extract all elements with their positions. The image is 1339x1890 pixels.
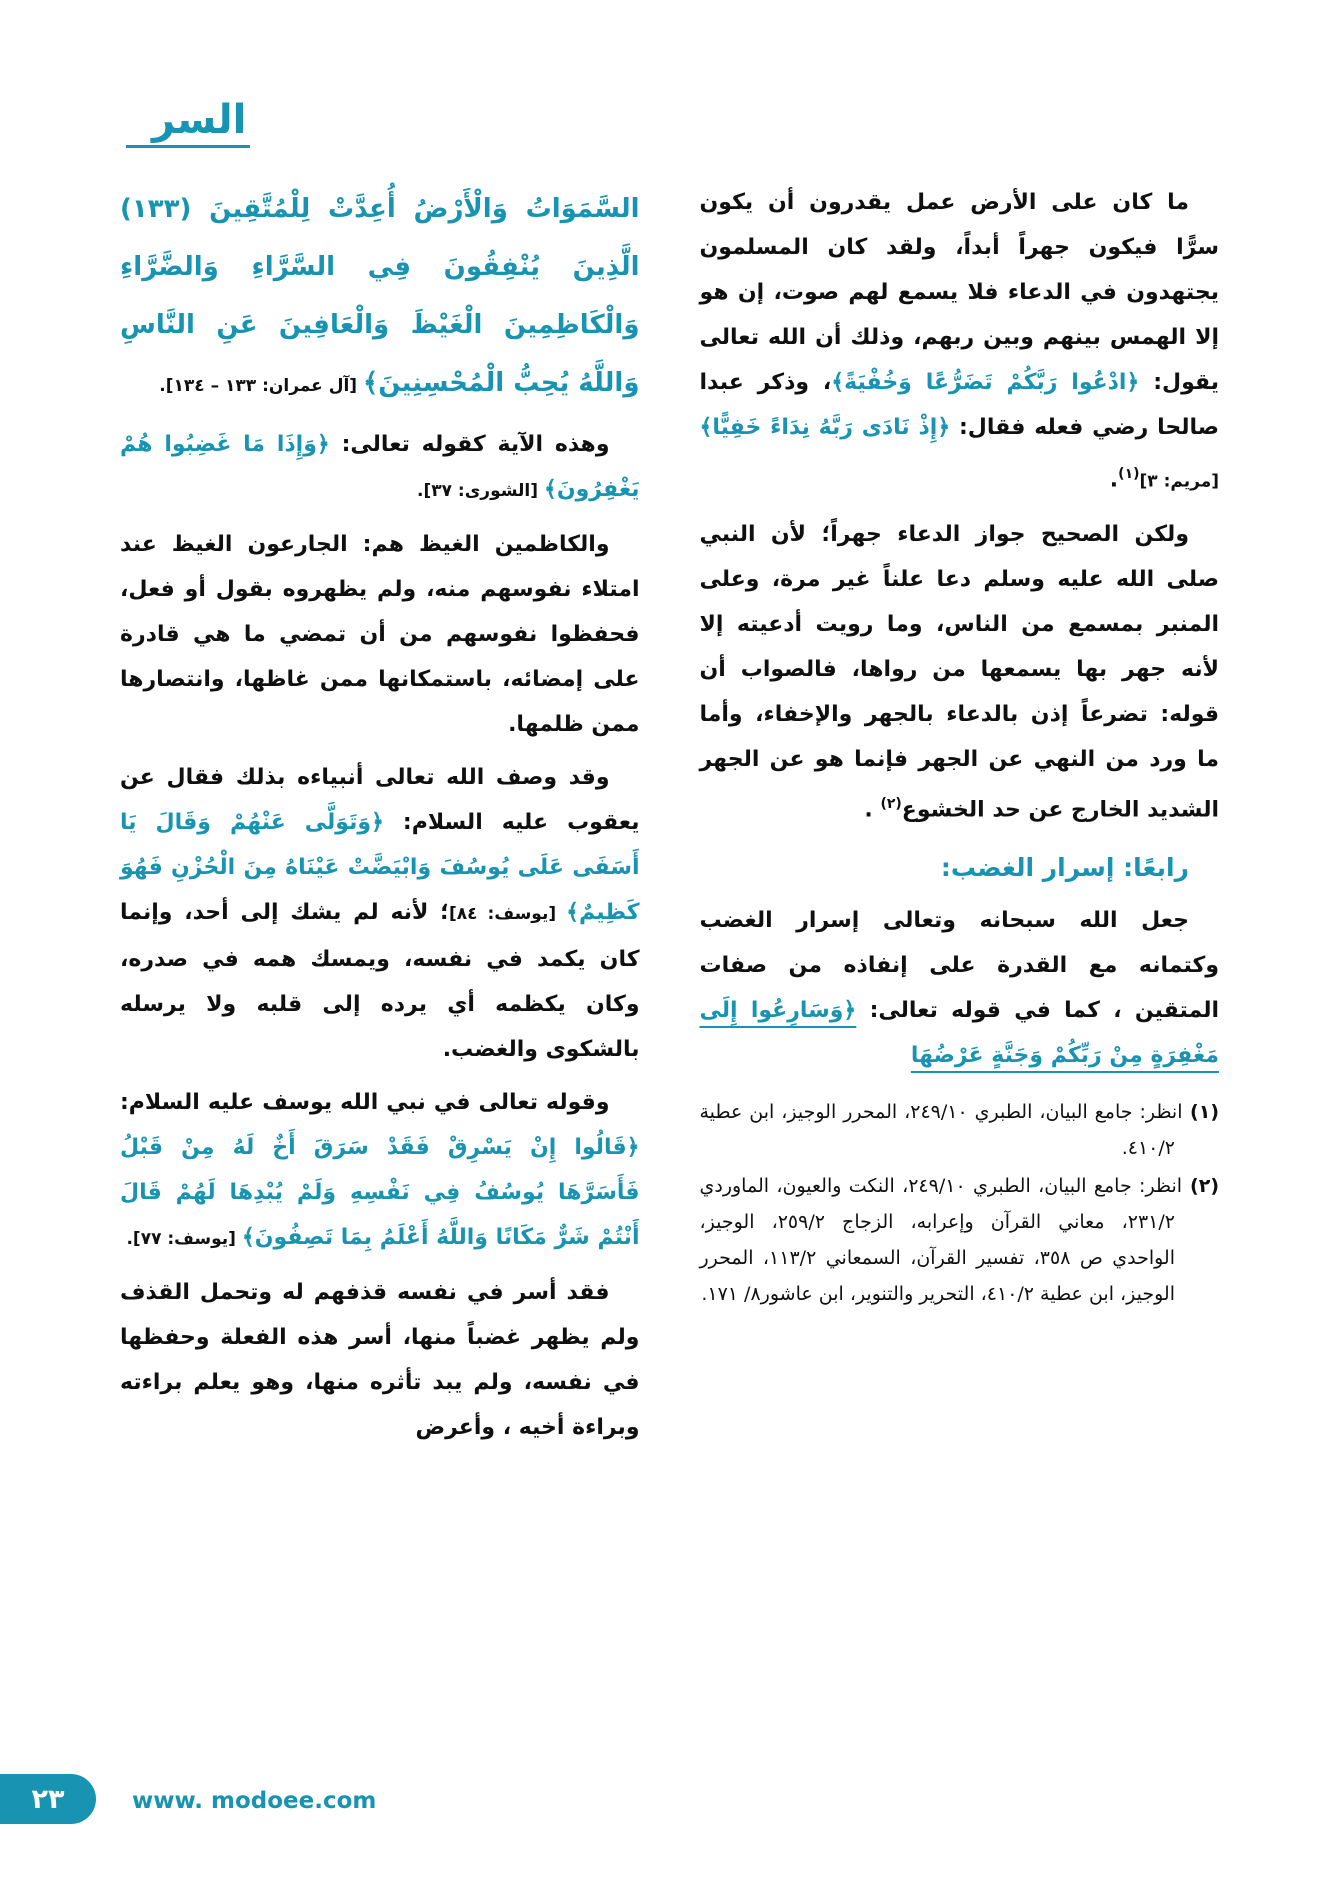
body-text: ولكن الصحيح جواز الدعاء جهراً؛ لأن النبي صلى الله عليه وسلم دعا علناً غير مرة، وعلى المنبر بمسمع من الناس، وما رويت أدعيته إلا لأنه جهر بها يسمعها من رواها، فالصواب أن قوله: تضرعاً إذن بالدعاء بالجهر والإخفاء، وأما ما ورد من النهي عن الجهر فإنما هو عن الجهر الشديد الخارج عن حد الخشوع: [699, 522, 1219, 823]
body-text: ، وذكر عبدا صالحا رضي فعله فقال:: [699, 370, 1219, 440]
verse-reference: [يوسف: ٧٧].: [126, 1229, 242, 1249]
quran-quote: السَّمَوَاتُ وَالْأَرْضُ أُعِدَّتْ لِلْمُتَّقِينَ (١٣٣) الَّذِينَ يُنْفِقُونَ فِي السَّرَّاءِ وَالضَّرَّاءِ وَالْكَاظِمِينَ الْغَيْظَ وَالْعَافِينَ عَنِ النَّاسِ وَاللَّهُ يُحِبُّ الْمُحْسِنِينَ﴾: [120, 194, 640, 398]
body-text: ما كان على الأرض عمل يقدرون أن يكون سرًّا فيكون جهراً أبداً، ولقد كان المسلمون يجتهدون في الدعاء فلا يسمع لهم صوت، إن هو إلا الهمس بينهم وبين ربهم، وذلك أن الله تعالى يقول:: [699, 190, 1219, 395]
quran-quote: ﴿قَالُوا إِنْ يَسْرِقْ فَقَدْ سَرَقَ أَخٌ لَهُ مِنْ قَبْلُ فَأَسَرَّهَا يُوسُفُ فِي نَفْسِهِ وَلَمْ يُبْدِهَا لَهُمْ قَالَ أَنْتُمْ شَرٌّ مَكَانًا وَاللَّهُ أَعْلَمُ بِمَا تَصِفُونَ﴾: [120, 1135, 640, 1250]
body-text: .: [864, 797, 881, 823]
right-column-paragraphs: [700, 180, 1220, 1078]
body-text: وقد وصف الله تعالى أنبياءه بذلك فقال عن يعقوب عليه السلام:: [120, 765, 640, 835]
left-column-paragraphs: [120, 180, 640, 1450]
body-text: وقوله تعالى في نبي الله يوسف عليه السلام:: [120, 1090, 610, 1115]
quran-quote: ﴿إِذْ نَادَى رَبَّهُ نِدَاءً خَفِيًّا﴾: [699, 415, 951, 440]
left-text-column: [120, 180, 640, 1458]
paragraph: [120, 1270, 640, 1450]
paragraph: [700, 512, 1220, 832]
footnote: [700, 1094, 1220, 1166]
paragraph: [120, 755, 640, 1072]
footnote-marker-ref: (٢): [880, 796, 902, 813]
footnote-text: انظر: جامع البيان، الطبري ٢٤٩/١٠، المحرر الوجيز، ابن عطية ٤١٠/٢.: [699, 1100, 1183, 1159]
footnote: [700, 1168, 1220, 1312]
verse-reference: [يوسف: ٨٤]: [448, 904, 567, 924]
paragraph: [700, 898, 1220, 1078]
quran-quote: ﴿وَتَوَلَّى عَنْهُمْ وَقَالَ يَا أَسَفَى عَلَى يُوسُفَ وَابْيَضَّتْ عَيْنَاهُ مِنَ الْحُزْنِ فَهُوَ كَظِيمٌ﴾: [120, 810, 640, 925]
body-text: والكاظمين الغيظ هم: الجارعون الغيظ عند امتلاء نفوسهم منه، ولم يظهروه بقول أو فعل، فحفظوا نفوسهم من أن تمضي ما هي قادرة على إمضائه، باستمكانها ممن غاظها، وانتصارها ممن ظلمها.: [120, 532, 640, 737]
footnote-marker: (٢): [1182, 1174, 1219, 1197]
website-text: www. modoee.com: [132, 1788, 377, 1814]
verse-reference: [آل عمران: ١٣٣ – ١٣٤].: [159, 376, 363, 396]
body-text: جعل الله سبحانه وتعالى إسرار الغضب وكتمانه مع القدرة على إنفاذه من صفات المتقين ، كما في قوله تعالى:: [699, 907, 1219, 1023]
quran-quote: ﴿ادْعُوا رَبَّكُمْ تَضَرُّعًا وَخُفْيَةً﴾: [831, 370, 1140, 395]
quran-quote-underlined: ﴿وَسَارِعُوا إِلَى مَغْفِرَةٍ مِنْ رَبِّكُمْ وَجَنَّةٍ عَرْضُهَا: [699, 997, 1219, 1068]
quran-verse-block: [120, 180, 640, 412]
page-content: [120, 180, 1219, 1458]
footnotes-section: [700, 1094, 1220, 1312]
paragraph: [120, 1080, 640, 1262]
page-number-badge: [0, 1774, 96, 1824]
page-number: ٢٣: [31, 1783, 65, 1815]
footnote-text: انظر: جامع البيان، الطبري ٢٤٩/١٠، النكت والعيون، الماوردي ٢٣١/٢، معاني القرآن وإعرابه، الزجاج ٢٥٩/٢، الوجيز، الواحدي ص ٣٥٨، تفسير القرآن، السمعاني ١١٣/٢، المحرر الوجيز، ابن عطية ٤١٠/٢، التحرير والتنوير، ابن عاشور٨/ ١٧١.: [699, 1174, 1183, 1305]
paragraph: [120, 422, 640, 514]
footnote-marker: (١): [1182, 1100, 1219, 1123]
footnote-marker-ref: (١): [1118, 466, 1140, 482]
publisher-logo-text: السر: [152, 97, 247, 143]
paragraph: [700, 180, 1220, 504]
section-heading: رابعًا: إسرار الغضب:: [940, 852, 1189, 882]
body-text: فقد أسر في نفسه قذفهم له وتحمل القذف ولم يظهر غضباً منها، أسر هذه الفعلة وحفظها في نفسه، ولم يبد تأثره منها، وهو يعلم براءته وبراءة أخيه ، وأعرض: [120, 1280, 640, 1440]
body-text: وهذه الآية كقوله تعالى:: [329, 432, 610, 457]
quran-quote: ﴿وَإِذَا مَا غَضِبُوا هُمْ يَغْفِرُونَ﴾: [120, 432, 640, 502]
verse-reference: [مريم: ٣]: [1139, 471, 1219, 492]
body-text: ؛ لأنه لم يشك إلى أحد، وإنما كان يكمد في نفسه، ويمسك همه في صدره، وكان يكظمه أي يرده إلى قلبه ولا يرسله بالشكوى والغضب.: [120, 900, 640, 1062]
body-text: .: [1109, 467, 1119, 493]
paragraph: [120, 522, 640, 747]
verse-reference: [الشورى: ٣٧].: [417, 481, 544, 501]
right-text-column: [700, 180, 1220, 1314]
publisher-logo: [126, 98, 250, 148]
